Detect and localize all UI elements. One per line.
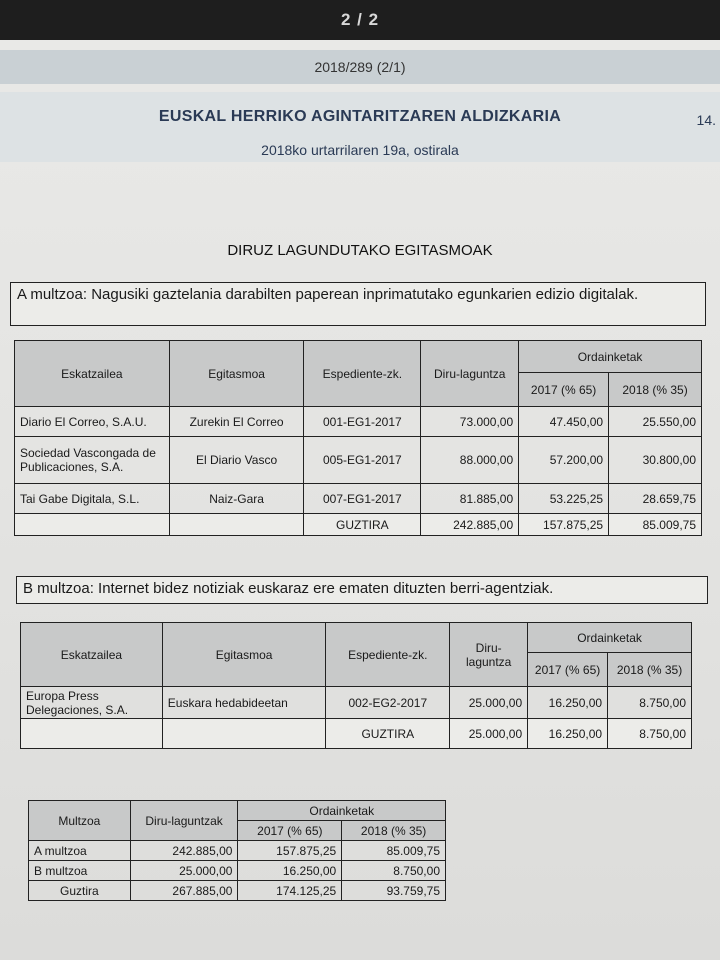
page-indicator: 2 / 2 <box>340 10 380 29</box>
table-row <box>29 861 446 881</box>
cell-espediente: 001-EG1-2017 <box>304 407 421 437</box>
cell-eskatzailea: Diario El Correo, S.A.U. <box>15 407 170 437</box>
journal-title: EUSKAL HERRIKO AGINTARITZAREN ALDIZKARIA <box>158 108 562 125</box>
col-header-diru-laguntzak: Diru-laguntzak <box>130 801 238 841</box>
section-b-table <box>20 622 692 749</box>
cell-2018: 28.659,75 <box>609 484 702 514</box>
total-label: GUZTIRA <box>304 514 421 536</box>
table-row <box>29 881 446 901</box>
section-a-table <box>14 340 702 536</box>
cell-egitasmoa: Euskara hedabideetan <box>162 687 326 719</box>
section-a-title <box>10 282 706 326</box>
document-page[interactable] <box>0 40 720 960</box>
document-title: DIRUZ LAGUNDUTAKO EGITASMOAK <box>227 242 493 259</box>
cell-eskatzailea: Sociedad Vascongada de Publicaciones, S.A. <box>15 437 170 484</box>
cell-eskatzailea: Europa Press Delegaciones, S.A. <box>21 687 163 719</box>
journal-date: 2018ko urtarrilaren 19a, ostirala <box>261 142 459 158</box>
col-header-espediente: Espediente-zk. <box>304 341 421 407</box>
reference-bar <box>0 50 720 84</box>
total-row <box>21 719 692 749</box>
cell-2018: 30.800,00 <box>609 437 702 484</box>
total-row <box>15 514 702 536</box>
cell-empty <box>15 514 170 536</box>
cell-2017: 16.250,00 <box>238 861 342 881</box>
cell-multzoa: A multzoa <box>29 841 131 861</box>
page-number: 14. <box>696 112 716 128</box>
cell-multzoa: B multzoa <box>29 861 131 881</box>
cell-egitasmoa: El Diario Vasco <box>169 437 304 484</box>
col-header-2018: 2018 (% 35) <box>608 653 692 687</box>
total-diru-laguntza: 25.000,00 <box>450 719 528 749</box>
cell-2018: 85.009,75 <box>342 841 446 861</box>
summary-table <box>28 800 446 901</box>
col-header-multzoa: Multzoa <box>29 801 131 841</box>
section-b-title-text: B multzoa: Internet bidez notiziak euskaraz ere ematen dituzten berri-agentziak. <box>23 580 554 597</box>
cell-diru-laguntzak: 242.885,00 <box>130 841 238 861</box>
cell-empty <box>162 719 326 749</box>
cell-eskatzailea: Tai Gabe Digitala, S.L. <box>15 484 170 514</box>
cell-2017: 53.225,25 <box>519 484 609 514</box>
col-header-egitasmoa: Egitasmoa <box>169 341 304 407</box>
cell-egitasmoa: Naiz-Gara <box>169 484 304 514</box>
cell-empty <box>21 719 163 749</box>
total-label: GUZTIRA <box>326 719 450 749</box>
cell-multzoa: Guztira <box>29 881 131 901</box>
table-row <box>21 687 692 719</box>
cell-diru-laguntza: 81.885,00 <box>421 484 519 514</box>
col-header-2018: 2018 (% 35) <box>609 373 702 407</box>
cell-2018: 8.750,00 <box>608 687 692 719</box>
cell-espediente: 002-EG2-2017 <box>326 687 450 719</box>
cell-diru-laguntzak: 25.000,00 <box>130 861 238 881</box>
section-a-title-text: A multzoa: Nagusiki gaztelania darabilten paperean inprimatutako egunkarien edizio digitalak. <box>17 286 639 303</box>
col-header-diru-laguntza: Diru-laguntza <box>450 623 528 687</box>
viewer-toolbar <box>0 0 720 40</box>
cell-egitasmoa: Zurekin El Correo <box>169 407 304 437</box>
col-header-2017: 2017 (% 65) <box>528 653 608 687</box>
total-2017: 16.250,00 <box>528 719 608 749</box>
cell-2017: 157.875,25 <box>238 841 342 861</box>
total-diru-laguntza: 242.885,00 <box>421 514 519 536</box>
cell-2017: 174.125,25 <box>238 881 342 901</box>
cell-diru-laguntza: 88.000,00 <box>421 437 519 484</box>
cell-2017: 16.250,00 <box>528 687 608 719</box>
reference-number: 2018/289 (2/1) <box>314 59 406 75</box>
cell-2018: 25.550,00 <box>609 407 702 437</box>
table-row <box>15 484 702 514</box>
table-row <box>15 437 702 484</box>
table-row <box>29 841 446 861</box>
cell-2018: 8.750,00 <box>342 861 446 881</box>
cell-2018: 93.759,75 <box>342 881 446 901</box>
col-header-diru-laguntza: Diru-laguntza <box>421 341 519 407</box>
cell-diru-laguntzak: 267.885,00 <box>130 881 238 901</box>
col-header-ordainketak: Ordainketak <box>238 801 446 821</box>
cell-2017: 57.200,00 <box>519 437 609 484</box>
col-header-espediente: Espediente-zk. <box>326 623 450 687</box>
col-header-ordainketak: Ordainketak <box>528 623 692 653</box>
col-header-2018: 2018 (% 35) <box>342 821 446 841</box>
col-header-eskatzailea: Eskatzailea <box>15 341 170 407</box>
table-row <box>15 407 702 437</box>
col-header-ordainketak: Ordainketak <box>519 341 702 373</box>
cell-empty <box>169 514 304 536</box>
cell-espediente: 005-EG1-2017 <box>304 437 421 484</box>
col-header-eskatzailea: Eskatzailea <box>21 623 163 687</box>
col-header-2017: 2017 (% 65) <box>519 373 609 407</box>
cell-2017: 47.450,00 <box>519 407 609 437</box>
total-2017: 157.875,25 <box>519 514 609 536</box>
total-2018: 8.750,00 <box>608 719 692 749</box>
col-header-2017: 2017 (% 65) <box>238 821 342 841</box>
section-b-title <box>16 576 708 604</box>
col-header-egitasmoa: Egitasmoa <box>162 623 326 687</box>
total-2018: 85.009,75 <box>609 514 702 536</box>
cell-espediente: 007-EG1-2017 <box>304 484 421 514</box>
cell-diru-laguntza: 73.000,00 <box>421 407 519 437</box>
cell-diru-laguntza: 25.000,00 <box>450 687 528 719</box>
